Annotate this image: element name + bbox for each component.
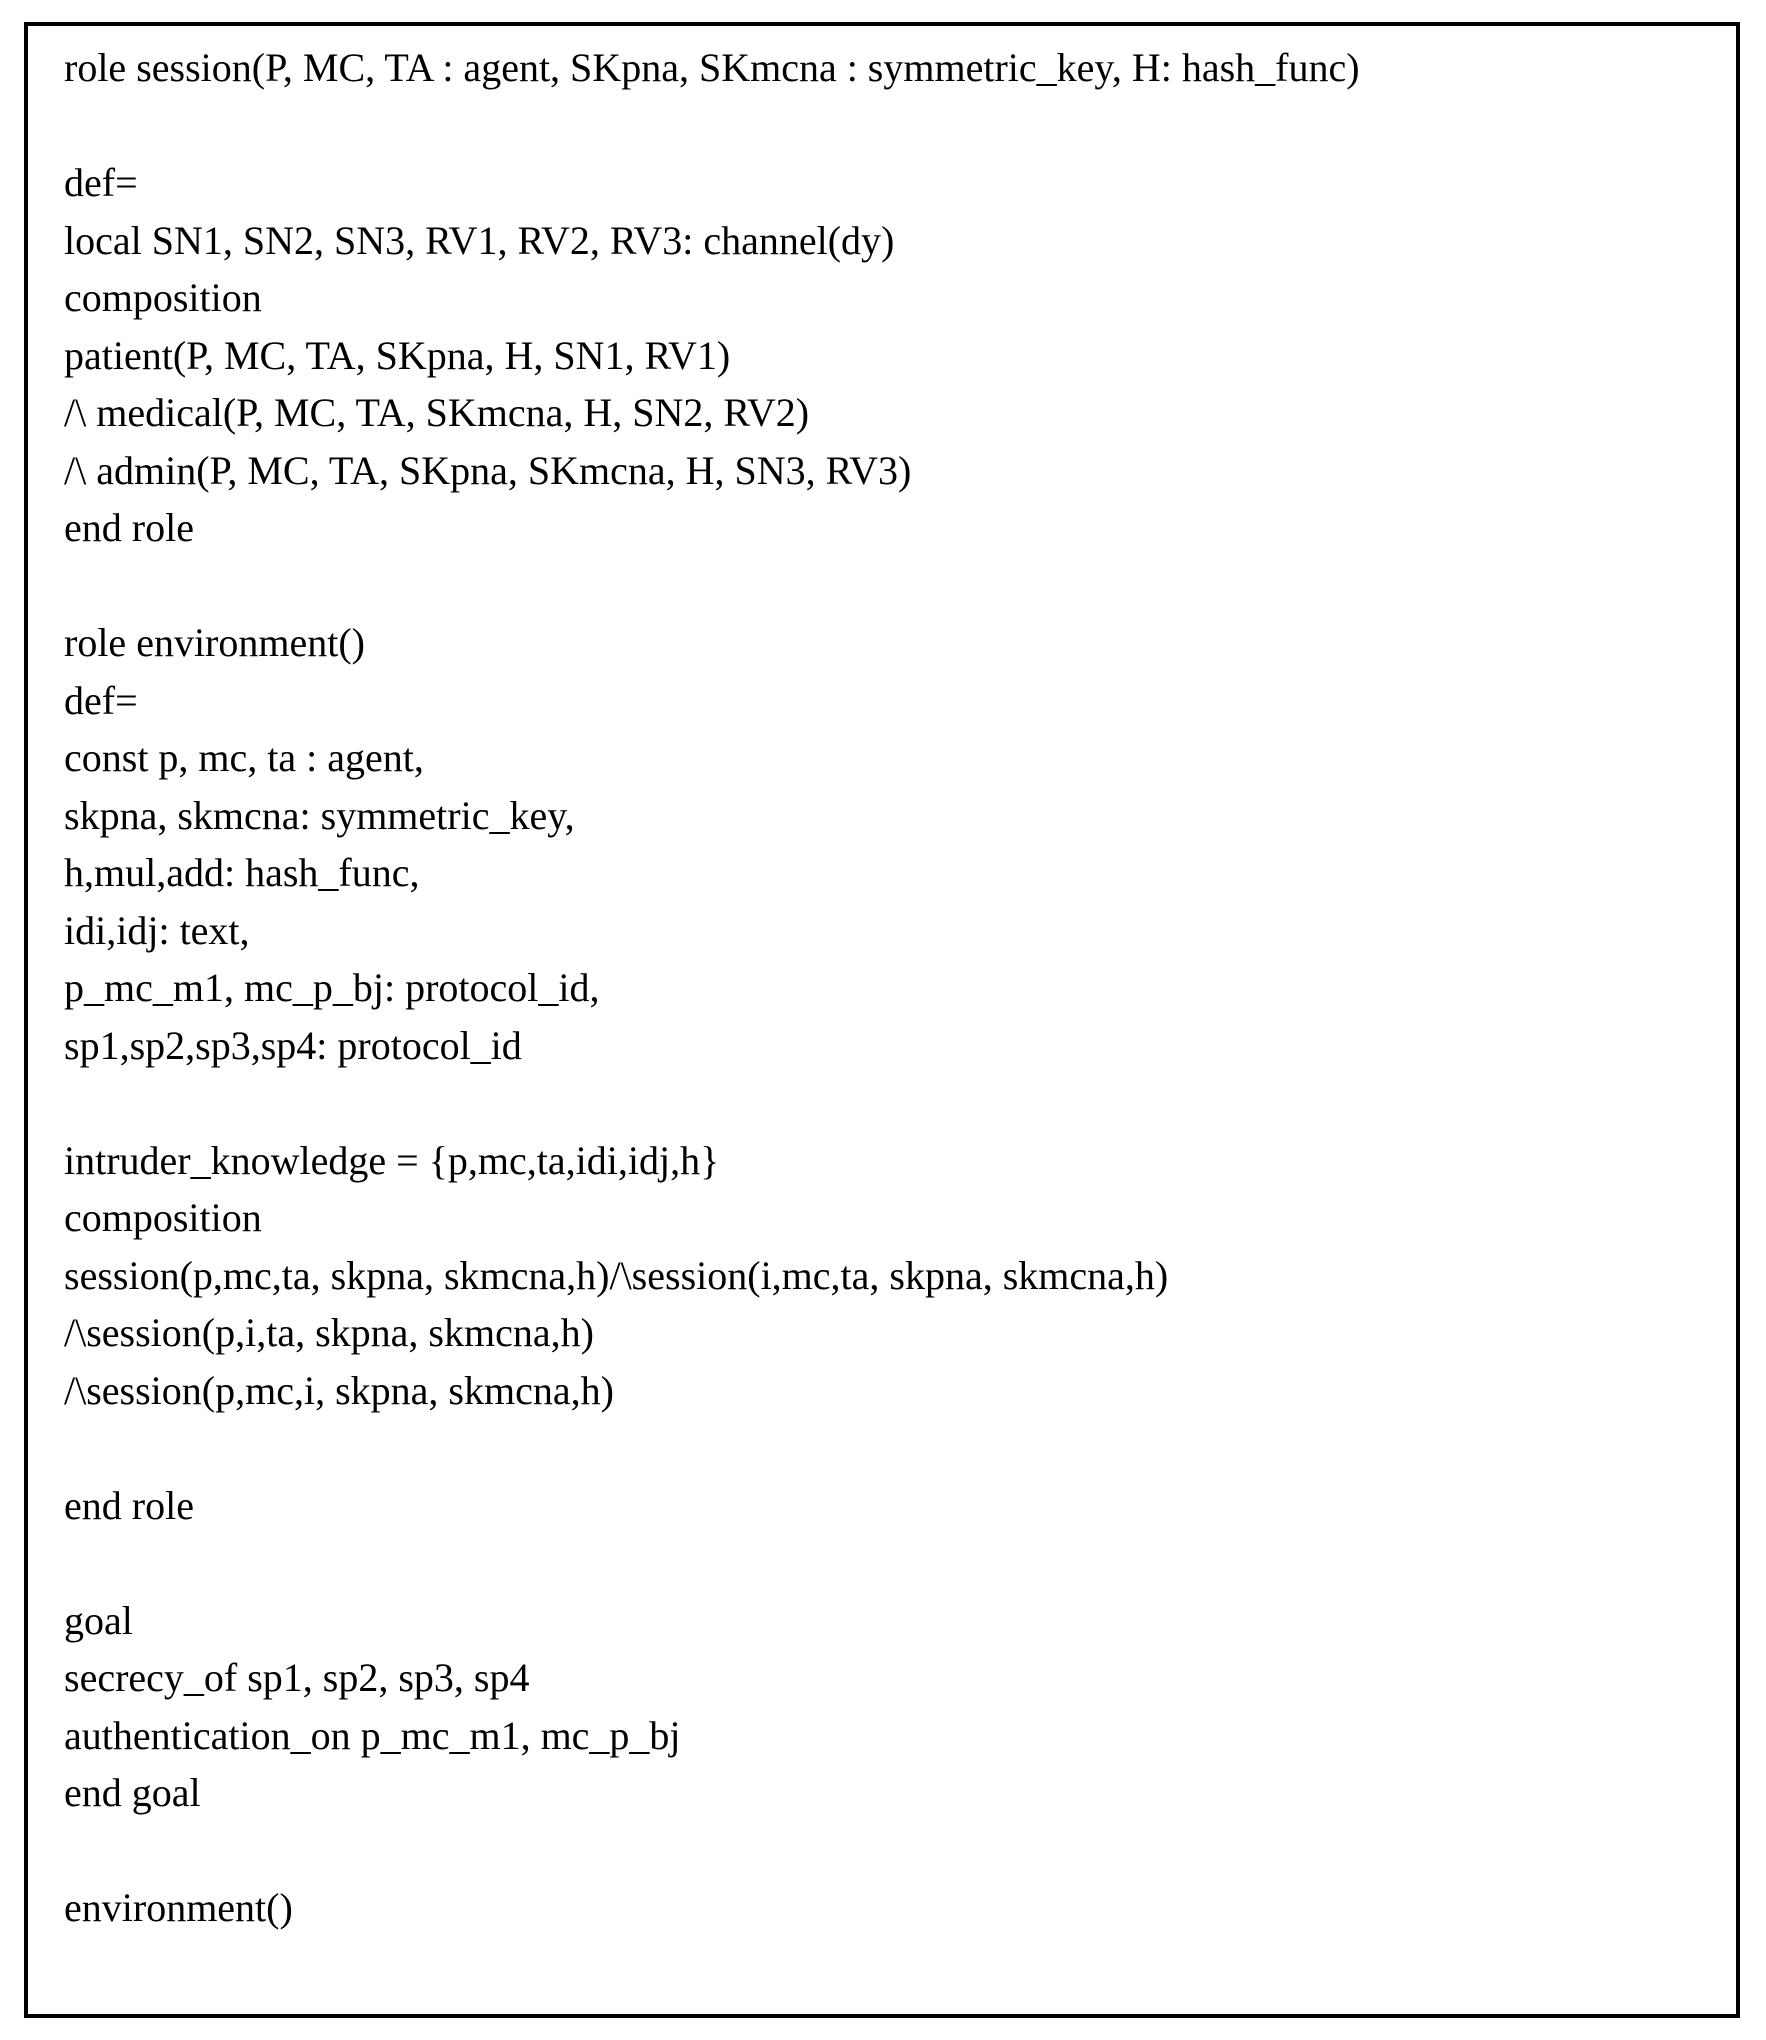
code-line: p_mc_m1, mc_p_bj: protocol_id, bbox=[64, 965, 600, 1010]
code-line: environment() bbox=[64, 1885, 293, 1930]
code-line: end role bbox=[64, 1482, 194, 1528]
blank-line bbox=[64, 1534, 1360, 1592]
code-line: patient(P, MC, TA, SKpna, H, SN1, RV1) bbox=[64, 332, 731, 378]
specification-code-block bbox=[64, 39, 1360, 1937]
code-line: const p, mc, ta : agent, bbox=[64, 735, 424, 780]
code-line: secrecy_of sp1, sp2, sp3, sp4 bbox=[64, 1655, 530, 1700]
code-line: role environment() bbox=[64, 620, 365, 665]
code-line: /\ medical(P, MC, TA, SKmcna, H, SN2, RV2) bbox=[64, 390, 810, 435]
code-line: session(p,mc,ta, skpna, skmcna,h)/\session(i,mc,ta, skpna, skmcna,h) bbox=[64, 1252, 1169, 1298]
code-frame bbox=[24, 22, 1740, 2018]
code-line: local SN1, SN2, SN3, RV1, RV2, RV3: channel(dy) bbox=[64, 217, 895, 263]
code-line: end goal bbox=[64, 1770, 201, 1815]
code-line: def= bbox=[64, 160, 138, 205]
code-line: authentication_on p_mc_m1, mc_p_bj bbox=[64, 1712, 681, 1758]
blank-line bbox=[64, 1074, 1360, 1132]
code-line: skpna, skmcna: symmetric_key, bbox=[64, 792, 575, 838]
blank-line bbox=[64, 1822, 1360, 1880]
code-line: sp1,sp2,sp3,sp4: protocol_id bbox=[64, 1022, 522, 1068]
code-line: goal bbox=[64, 1597, 133, 1643]
blank-line bbox=[64, 1419, 1360, 1477]
code-line: /\session(p,i,ta, skpna, skmcna,h) bbox=[64, 1310, 594, 1355]
code-line: h,mul,add: hash_func, bbox=[64, 850, 420, 895]
code-line: /\ admin(P, MC, TA, SKpna, SKmcna, H, SN3, RV3) bbox=[64, 447, 912, 493]
code-line: composition bbox=[64, 1195, 262, 1240]
code-line: idi,idj: text, bbox=[64, 907, 250, 953]
blank-line bbox=[64, 557, 1360, 615]
code-line: intruder_knowledge = {p,mc,ta,idi,idj,h} bbox=[64, 1137, 720, 1183]
code-line: composition bbox=[64, 275, 262, 320]
code-line: /\session(p,mc,i, skpna, skmcna,h) bbox=[64, 1367, 614, 1413]
code-line: def= bbox=[64, 677, 138, 723]
code-line: role session(P, MC, TA : agent, SKpna, SKmcna : symmetric_key, H: hash_func) bbox=[64, 45, 1360, 90]
blank-line bbox=[64, 97, 1360, 155]
code-line: end role bbox=[64, 505, 194, 550]
